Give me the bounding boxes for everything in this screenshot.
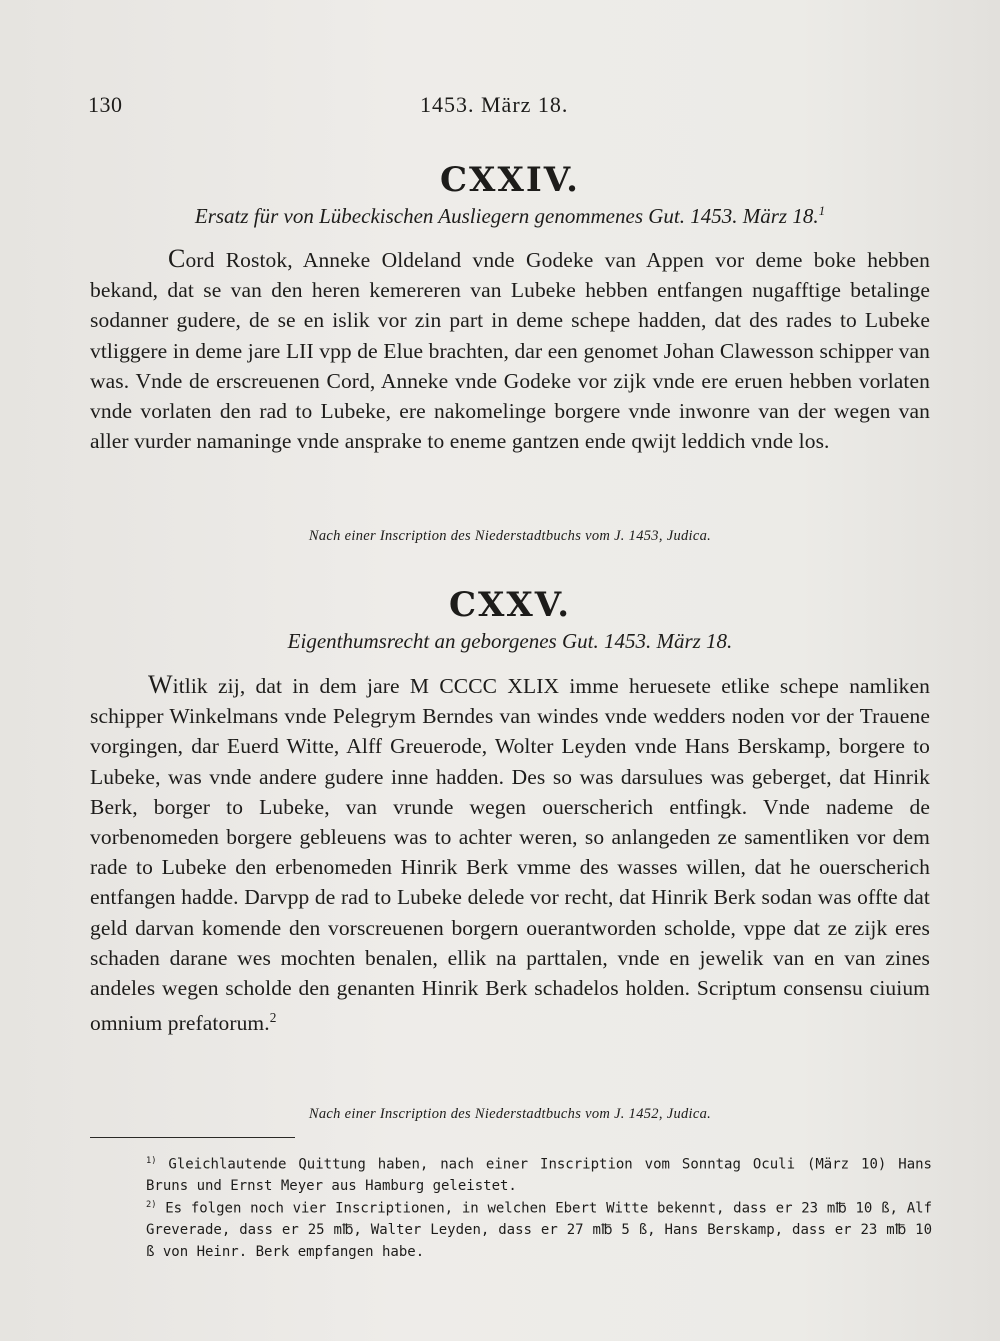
- footnote-1-mark: 1): [146, 1156, 157, 1166]
- initial-letter-c: C: [168, 244, 186, 273]
- document-body-124-text: ord Rostok, Anneke Oldeland vnde Godeke van Appen vor deme boke hebben bekand, dat se van den heren kemereren van Lubeke hebben entfangen nugafftige betalinge sodanner gudere, de se en islik vor zin part in deme schepe hadden, dat des rades to Lubeke vtliggere in deme jare LII vpp de Elue brachten, dar een genomet Johan Clawesson schipper van was. Vnde de erscreuenen Cord, Anneke vnde Godeke vor zijk vnde ere eruen hebben vorlaten vnde vorlaten den rad to Lubeke, ere nakomelinge borgere vnde inwonre van der wegen van aller vurder namaninge vnde ansprake to eneme gantzen ende qwijt leddich vnde los.: [90, 248, 930, 454]
- footnote-divider: [90, 1137, 295, 1138]
- document-title-125: Eigenthumsrecht an geborgenes Gut. 1453. März 18.: [287, 629, 733, 653]
- document-number-124: CXXIV.: [440, 160, 580, 200]
- initial-letter-w: W: [148, 670, 173, 699]
- footnote-1: [90, 1151, 932, 1198]
- document-body-125: [90, 670, 930, 1039]
- running-head-date: 1453. März 18.: [420, 92, 569, 117]
- footnote-2-text: Es folgen noch vier Inscriptionen, in welchen Ebert Witte bekennt, dass er 23 m℔ 10 ß, Alf Greverade, dass er 25 m℔, Walter Leyden, dass er 27 m℔ 5 ß, Hans Berskamp, dass er 23 m℔ 10 ß von Heinr. Berk empfangen habe.: [146, 1200, 933, 1260]
- footnote-2: [90, 1195, 932, 1263]
- document-number-125: CXXV.: [448, 585, 572, 625]
- footnote-ref-1: 1: [818, 203, 826, 218]
- document-body-124: [90, 244, 930, 456]
- page-number: 130: [88, 92, 123, 117]
- source-note-125: Nach einer Inscription des Niederstadtbuchs vom J. 1452, Judica.: [308, 1106, 712, 1122]
- footnote-2-mark: 2): [146, 1200, 157, 1210]
- running-header: [88, 92, 930, 124]
- source-note-124: Nach einer Inscription des Niederstadtbuchs vom J. 1453, Judica.: [308, 528, 712, 544]
- document-title-124: [90, 203, 930, 229]
- footnote-1-text: Gleichlautende Quittung haben, nach einer Inscription vom Sonntag Oculi (März 10) Hans Bruns und Ernst Meyer aus Hamburg geleistet.: [146, 1156, 932, 1195]
- footnote-ref-2: 2: [269, 1010, 277, 1026]
- document-body-125-text: itlik zij, dat in dem jare M CCCC XLIX imme heruesete etlike schepe namliken schipper Winkelmans vnde Pelegrym Berndes van windes vnde wedders noden vor der Trauene vorgingen, dar Euerd Witte, Alff Greuerode, Wolter Leyden vnde Hans Berskamp, borgere to Lubeke, was vnde andere gudere inne hadden. Des so was darsulues was geberget, dat Hinrik Berk, borger to Lubeke, van vrunde wegen ouerscherich entfingk. Vnde nademe de vorbenomeden borgere gebleuens was to achter weren, so anlangeden ze samentliken vor dem rade to Lubeke den erbenomeden Hinrik Berk vmme des wasses willen, dat he ouerscherich entfangen hadde. Darvpp de rad to Lubeke delede vor recht, dat Hinrik Berk sodan was offte dat geld darvan komende den vorscreuenen borgern ouerantworden scholde, vppe dat ze zijk eres schaden darane wes mochten benalen, ellik na parttalen, vnde en jewelik van en van zines andeles wegen scholde den genanten Hinrik Berk schadelos holden. Scriptum consensu ciuium omnium prefatorum.: [90, 674, 930, 1036]
- document-title-124-text: Ersatz für von Lübeckischen Ausliegern genommenes Gut. 1453. März 18.: [194, 204, 819, 228]
